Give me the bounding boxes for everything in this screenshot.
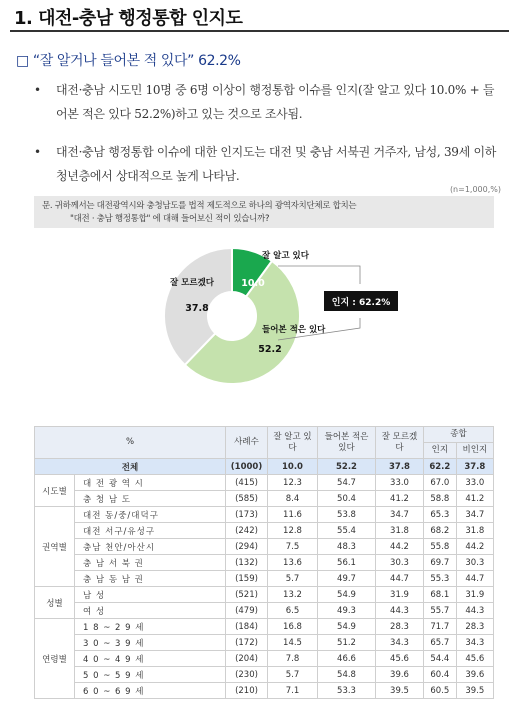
row-value: 31.8 (376, 523, 424, 539)
row-value: 44.2 (376, 539, 424, 555)
row-value: 68.1 (424, 587, 457, 603)
row-value: 41.2 (456, 491, 493, 507)
row-label: 4 0 ~ 4 9 세 (75, 651, 226, 667)
row-n: (242) (226, 523, 268, 539)
row-value: 39.6 (456, 667, 493, 683)
group-label: 연령별 (35, 619, 75, 699)
row-value: 34.3 (376, 635, 424, 651)
col-header-heard: 들어본 적은 있다 (318, 427, 376, 459)
row-n: (132) (226, 555, 268, 571)
row-value: 44.3 (376, 603, 424, 619)
row-n: (1000) (226, 459, 268, 475)
row-label: 대전 서구/유성구 (75, 523, 226, 539)
slice-name-label: 잘 알고 있다 (262, 251, 309, 261)
row-label: 충 남 서 북 권 (75, 555, 226, 571)
row-value: 48.3 (318, 539, 376, 555)
bullet-item (34, 140, 504, 188)
row-value: 69.7 (424, 555, 457, 571)
row-value: 39.5 (456, 683, 493, 699)
slice-name-label: 들어본 적은 있다 (262, 325, 326, 335)
row-n: (204) (226, 651, 268, 667)
awareness-label: 인지 : 62.2% (331, 298, 391, 308)
row-n: (230) (226, 667, 268, 683)
row-value: 13.2 (268, 587, 318, 603)
row-value: 58.8 (424, 491, 457, 507)
row-value: 13.6 (268, 555, 318, 571)
row-value: 31.9 (376, 587, 424, 603)
row-value: 33.0 (456, 475, 493, 491)
row-value: 56.1 (318, 555, 376, 571)
row-value: 8.4 (268, 491, 318, 507)
row-n: (415) (226, 475, 268, 491)
row-value: 7.5 (268, 539, 318, 555)
question-line: "대전 · 충남 행정통합" 에 대해 들어보신 적이 있습니까? (70, 214, 270, 224)
row-value: 54.9 (318, 619, 376, 635)
sample-note: (n=1,000,%) (449, 185, 501, 194)
row-value: 34.7 (456, 507, 493, 523)
row-label: 3 0 ~ 3 9 세 (75, 635, 226, 651)
row-value: 60.4 (424, 667, 457, 683)
row-value: 31.9 (456, 587, 493, 603)
row-value: 37.8 (376, 459, 424, 475)
row-value: 7.1 (268, 683, 318, 699)
row-value: 45.6 (456, 651, 493, 667)
row-n: (210) (226, 683, 268, 699)
col-header-summary: 종합 (424, 427, 494, 443)
table-row (35, 475, 494, 491)
bullet-list (34, 78, 504, 202)
row-label: 충 청 남 도 (75, 491, 226, 507)
col-header-know: 잘 알고 있다 (268, 427, 318, 459)
table-row (35, 555, 494, 571)
group-label: 성별 (35, 587, 75, 619)
row-value: 55.7 (424, 603, 457, 619)
page-title: 1. 대전-충남 행정통합 인지도 (14, 8, 243, 29)
row-value: 28.3 (456, 619, 493, 635)
row-n: (184) (226, 619, 268, 635)
col-header-aware: 인지 (424, 443, 457, 459)
section-subheading: □ “잘 알거나 들어본 적 있다” 62.2% (16, 53, 241, 69)
row-value: 55.4 (318, 523, 376, 539)
table-row (35, 523, 494, 539)
row-value: 44.7 (456, 571, 493, 587)
row-value: 54.8 (318, 667, 376, 683)
row-value: 44.3 (456, 603, 493, 619)
group-label: 권역별 (35, 507, 75, 587)
slice-value-label: 10.0 (241, 278, 265, 289)
table-row (35, 683, 494, 699)
table-row (35, 491, 494, 507)
table-row (35, 667, 494, 683)
donut-slices (164, 248, 300, 384)
row-value: 46.6 (318, 651, 376, 667)
survey-question (34, 196, 494, 228)
row-value: 62.2 (424, 459, 457, 475)
row-value: 44.7 (376, 571, 424, 587)
row-value: 50.4 (318, 491, 376, 507)
row-value: 65.3 (424, 507, 457, 523)
row-n: (479) (226, 603, 268, 619)
row-value: 53.3 (318, 683, 376, 699)
row-value: 49.3 (318, 603, 376, 619)
row-value: 33.0 (376, 475, 424, 491)
row-value: 52.2 (318, 459, 376, 475)
row-n: (294) (226, 539, 268, 555)
row-label: 6 0 ~ 6 9 세 (75, 683, 226, 699)
row-value: 12.3 (268, 475, 318, 491)
row-value: 54.7 (318, 475, 376, 491)
slice-name-label: 잘 모르겠다 (170, 278, 215, 288)
row-n: (159) (226, 571, 268, 587)
row-value: 51.2 (318, 635, 376, 651)
row-n: (172) (226, 635, 268, 651)
donut-chart (0, 240, 519, 400)
table-row (35, 539, 494, 555)
row-value: 34.7 (376, 507, 424, 523)
row-label: 남 성 (75, 587, 226, 603)
group-label: 시도별 (35, 475, 75, 507)
table-row (35, 603, 494, 619)
row-label: 여 성 (75, 603, 226, 619)
results-table (34, 426, 494, 699)
bullet-dot: • (34, 83, 41, 97)
row-value: 30.3 (376, 555, 424, 571)
row-value: 16.8 (268, 619, 318, 635)
row-value: 44.2 (456, 539, 493, 555)
row-value: 5.7 (268, 571, 318, 587)
row-label: 대전 동/중/대덕구 (75, 507, 226, 523)
row-value: 54.9 (318, 587, 376, 603)
row-value: 67.0 (424, 475, 457, 491)
row-value: 53.8 (318, 507, 376, 523)
row-value: 37.8 (456, 459, 493, 475)
row-label: 5 0 ~ 5 9 세 (75, 667, 226, 683)
row-n: (173) (226, 507, 268, 523)
slice-value-label: 52.2 (258, 344, 282, 355)
bullet-dot: • (34, 145, 41, 159)
row-label: 충 남 동 남 권 (75, 571, 226, 587)
row-n: (521) (226, 587, 268, 603)
row-value: 65.7 (424, 635, 457, 651)
row-n: (585) (226, 491, 268, 507)
bullet-item (34, 78, 504, 126)
col-header-n: 사례수 (226, 427, 268, 459)
row-value: 45.6 (376, 651, 424, 667)
row-value: 7.8 (268, 651, 318, 667)
table-row (35, 635, 494, 651)
row-value: 11.6 (268, 507, 318, 523)
table-row (35, 651, 494, 667)
row-label: 대 전 광 역 시 (75, 475, 226, 491)
row-value: 39.6 (376, 667, 424, 683)
row-value: 68.2 (424, 523, 457, 539)
row-value: 10.0 (268, 459, 318, 475)
row-value: 71.7 (424, 619, 457, 635)
bullet-text: 대전·충남 행정통합 이슈에 대한 인지도는 대전 및 충남 서북권 거주자, 남성, 39세 이하 청년층에서 상대적으로 높게 나타남. (56, 145, 497, 183)
table-row (35, 507, 494, 523)
table-row-total (35, 459, 494, 475)
row-label: 충남 천안/아산시 (75, 539, 226, 555)
row-label: 전체 (35, 459, 226, 475)
question-line: 문. 귀하께서는 대전광역시와 충청남도를 법적 제도적으로 하나의 광역자치단체로 합치는 (42, 201, 357, 211)
col-header-unaware: 비인지 (456, 443, 493, 459)
row-value: 55.8 (424, 539, 457, 555)
row-value: 60.5 (424, 683, 457, 699)
slice-value-label: 37.8 (185, 303, 209, 314)
row-value: 39.5 (376, 683, 424, 699)
row-label: 1 8 ~ 2 9 세 (75, 619, 226, 635)
col-header-pct: % (35, 427, 226, 459)
row-value: 5.7 (268, 667, 318, 683)
row-value: 49.7 (318, 571, 376, 587)
row-value: 55.3 (424, 571, 457, 587)
row-value: 41.2 (376, 491, 424, 507)
table-body (35, 459, 494, 699)
row-value: 54.4 (424, 651, 457, 667)
row-value: 34.3 (456, 635, 493, 651)
bullet-text: 대전·충남 시도민 10명 중 6명 이상이 행정통합 이슈를 인지(잘 알고 있다 10.0% + 들어본 적은 있다 52.2%)하고 있는 것으로 조사됨. (56, 83, 495, 121)
row-value: 31.8 (456, 523, 493, 539)
row-value: 6.5 (268, 603, 318, 619)
row-value: 12.8 (268, 523, 318, 539)
table-row (35, 587, 494, 603)
table-row (35, 571, 494, 587)
table-row (35, 619, 494, 635)
row-value: 30.3 (456, 555, 493, 571)
row-value: 14.5 (268, 635, 318, 651)
row-value: 28.3 (376, 619, 424, 635)
col-header-dontknow: 잘 모르겠다 (376, 427, 424, 459)
title-divider (10, 30, 509, 32)
